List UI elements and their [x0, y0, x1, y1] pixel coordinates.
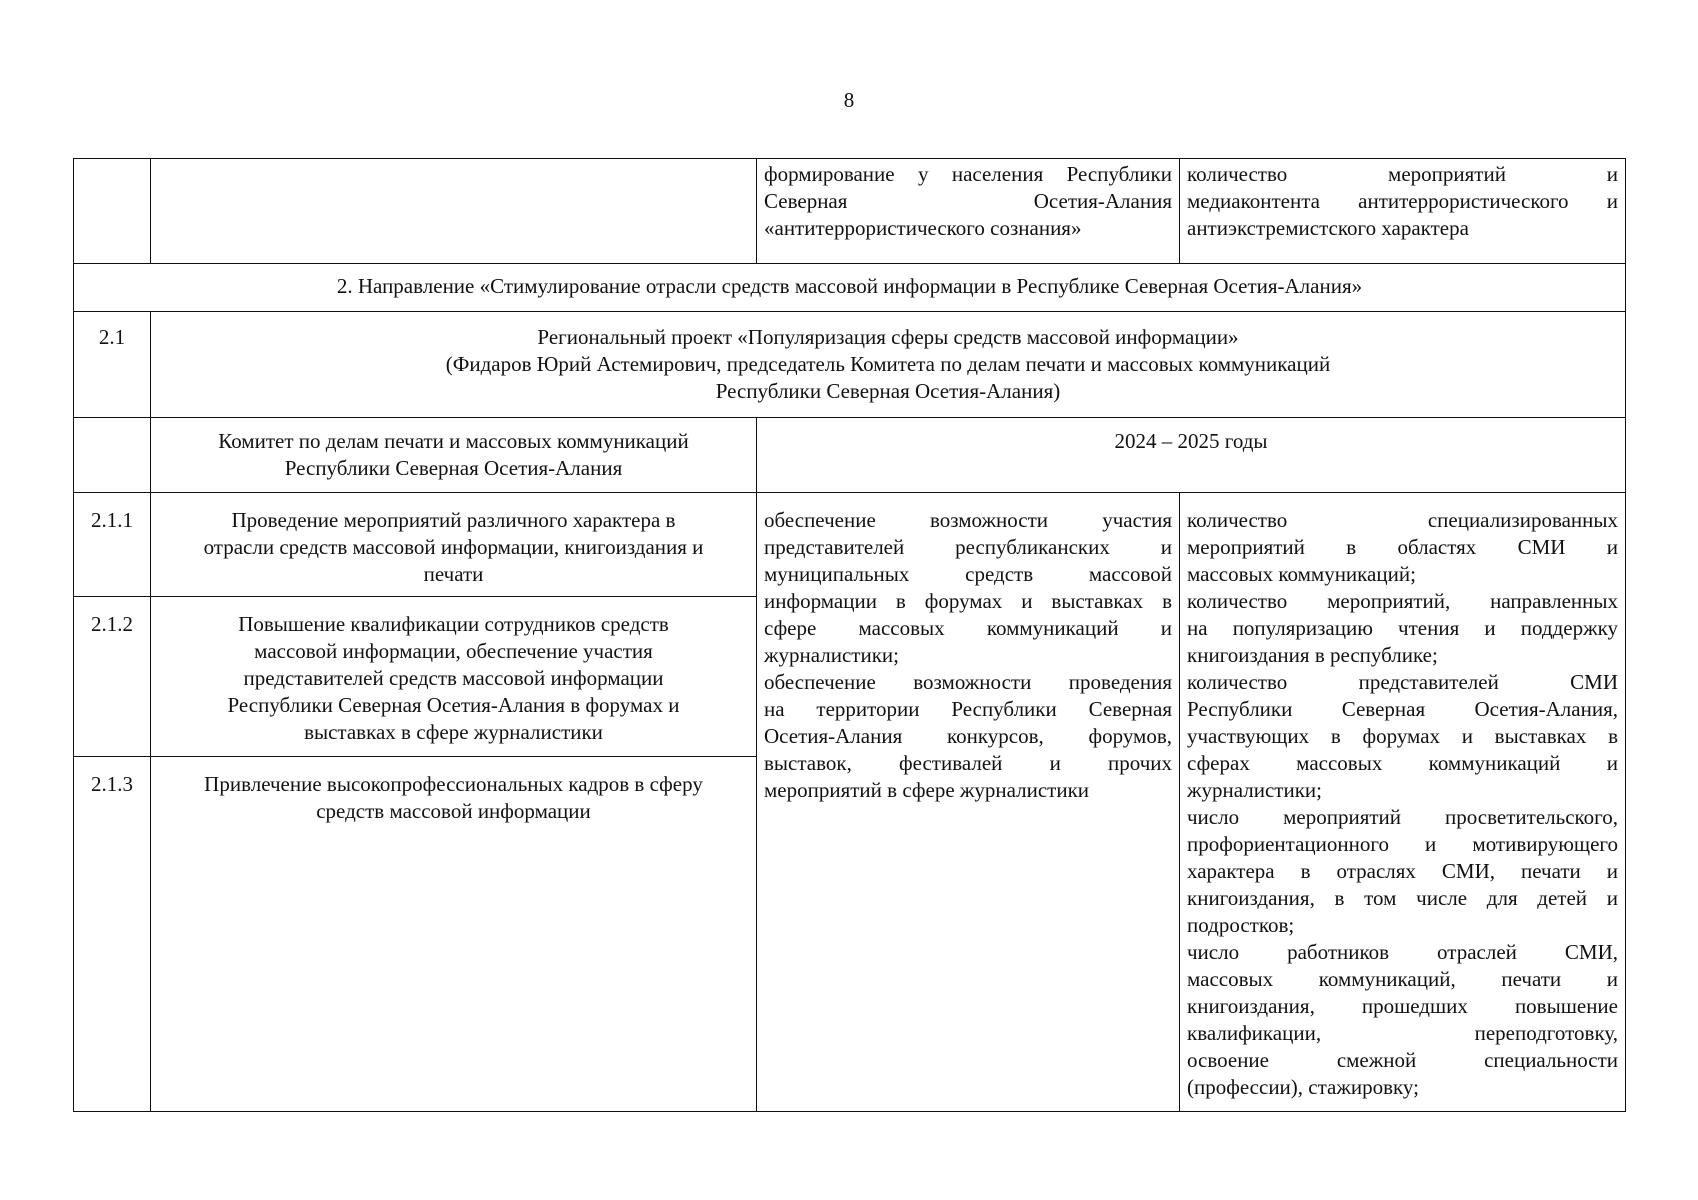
task-line: Повышение квалификации сотрудников средств — [238, 612, 669, 637]
responsible-line: Республики Северная Осетия-Алания — [284, 456, 623, 480]
task-title — [151, 756, 757, 1111]
indicator-line: книгоиздания, в том числе для детей и — [1187, 886, 1618, 910]
indicator-line: массовых коммуникаций; — [1187, 562, 1416, 586]
task-number: 2.1.2 — [74, 597, 151, 757]
indicator-line: мероприятий в областях СМИ и — [1187, 535, 1618, 559]
effect-line: муниципальных средств массовой — [764, 562, 1172, 586]
effect-line: мероприятий в сфере журналистики — [764, 778, 1090, 802]
indicator-line: подростков; — [1187, 913, 1295, 937]
task-line: Республики Северная Осетия-Алания в форумах и — [227, 693, 680, 718]
task-line: Проведение мероприятий различного характера в — [231, 508, 676, 532]
project-line: (Фидаров Юрий Астемирович, председатель Комитета по делам печати и массовых коммуникаций — [445, 352, 1331, 376]
task-title — [151, 493, 757, 597]
indicator-line: квалификации, переподготовку, — [1187, 1021, 1618, 1045]
indicator-line: участвующих в форумах и выставках в — [1187, 724, 1618, 748]
task-line: Привлечение высокопрофессиональных кадров в сферу — [204, 771, 703, 796]
indicator-line: книгоиздания в республике; — [1187, 643, 1438, 667]
project-number: 2.1 — [74, 312, 151, 418]
task-line: отрасли средств массовой информации, книгоиздания и — [203, 535, 704, 559]
direction-title: 2. Направление «Стимулирование отрасли средств массовой информации в Республике Северная Осетия-Алания» — [74, 264, 1626, 312]
goal-line: формирование у населения Республики — [764, 162, 1172, 186]
effects-cell — [757, 493, 1180, 1112]
task-line: печати — [423, 562, 484, 586]
task-line: средств массовой информации — [316, 798, 591, 823]
indicator-line: сферах массовых коммуникаций и — [1187, 751, 1618, 775]
goal-line: Северная Осетия-Алания — [764, 189, 1172, 213]
indicator-line: характера в отраслях СМИ, печати и — [1187, 859, 1618, 883]
task-line: массовой информации, обеспечение участия — [254, 639, 653, 664]
program-table — [73, 158, 1626, 1112]
task-title — [151, 597, 757, 757]
project-line: Региональный проект «Популяризация сферы средств массовой информации» — [537, 325, 1239, 349]
indicator-line: (профессии), стажировку; — [1187, 1075, 1419, 1099]
indicator-line: число работников отраслей СМИ, — [1187, 940, 1618, 964]
indicator-line: книгоиздания, прошедших повышение — [1187, 994, 1618, 1018]
effect-line: журналистики; — [764, 643, 899, 667]
indicator-line: Республики Северная Осетия-Алания, — [1187, 697, 1618, 721]
page-number: 8 — [843, 88, 855, 112]
table-row-continuation — [74, 159, 1626, 264]
effect-line: информации в форумах и выставках в — [764, 589, 1172, 613]
indicator-cell — [1180, 159, 1626, 264]
indicator-line: медиаконтента антитеррористического и — [1187, 189, 1618, 213]
indicator-line: количество мероприятий и — [1187, 162, 1618, 186]
table-row-direction — [74, 264, 1626, 312]
project-line: Республики Северная Осетия-Алания) — [715, 379, 1061, 403]
indicator-line: количество мероприятий, направленных — [1187, 589, 1618, 613]
effect-line: обеспечение возможности участия — [764, 508, 1172, 532]
table-row-project — [74, 312, 1626, 418]
effect-line: представителей республиканских и — [764, 535, 1172, 559]
indicator-line: профориентационного и мотивирующего — [1187, 832, 1618, 856]
responsible-line: Комитет по делам печати и массовых коммуникаций — [218, 429, 689, 453]
goal-line: «антитеррористического сознания» — [764, 216, 1082, 240]
goal-cell — [757, 159, 1180, 264]
empty-number-cell — [74, 159, 151, 264]
indicator-line: антиэкстремистского характера — [1187, 216, 1469, 240]
effect-line: выставок, фестивалей и прочих — [764, 751, 1172, 775]
indicator-line: количество специализированных — [1187, 508, 1618, 532]
indicators-cell — [1180, 493, 1626, 1112]
effect-line: сфере массовых коммуникаций и — [764, 616, 1172, 640]
project-title — [151, 312, 1626, 418]
indicator-line: число мероприятий просветительского, — [1187, 805, 1618, 829]
table-row — [74, 493, 1626, 597]
task-number: 2.1.1 — [74, 493, 151, 597]
effect-line: Осетия-Алания конкурсов, форумов, — [764, 724, 1172, 748]
indicator-line: массовых коммуникаций, печати и — [1187, 967, 1618, 991]
empty-number-cell — [74, 418, 151, 493]
indicator-line: на популяризацию чтения и поддержку — [1187, 616, 1618, 640]
table-row-responsible — [74, 418, 1626, 493]
empty-task-cell — [151, 159, 757, 264]
indicator-line: журналистики; — [1187, 778, 1322, 802]
task-line: выставках в сфере журналистики — [304, 720, 603, 745]
task-number: 2.1.3 — [74, 756, 151, 1111]
task-line: представителей средств массовой информации — [243, 666, 664, 691]
effect-line: на территории Республики Северная — [764, 697, 1172, 721]
effect-line: обеспечение возможности проведения — [764, 670, 1172, 694]
indicator-line: количество представителей СМИ — [1187, 670, 1618, 694]
implementation-period: 2024 – 2025 годы — [757, 418, 1626, 493]
responsible-body — [151, 418, 757, 493]
indicator-line: освоение смежной специальности — [1187, 1048, 1618, 1072]
